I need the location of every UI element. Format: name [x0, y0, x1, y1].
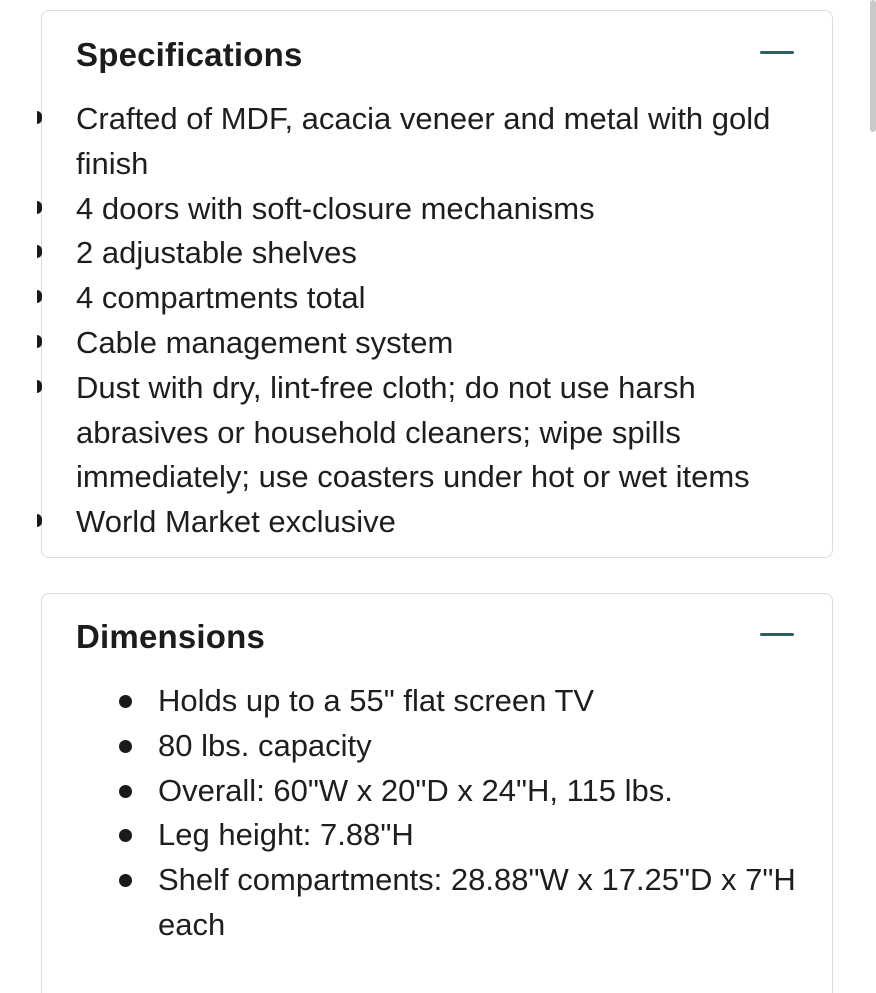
list-item — [76, 231, 812, 276]
list-item — [158, 858, 812, 948]
list-item-text: 80 lbs. capacity — [158, 727, 372, 763]
list-item — [76, 187, 812, 232]
list-item-text: 4 compartments total — [76, 280, 366, 316]
list-item — [76, 321, 812, 366]
list-item — [76, 276, 812, 321]
dimensions-title: Dimensions — [76, 618, 266, 655]
bullet-icon — [37, 111, 42, 124]
list-item — [76, 500, 812, 545]
list-item — [76, 366, 812, 500]
specifications-title: Specifications — [76, 36, 303, 73]
bullet-icon — [37, 335, 42, 348]
list-item-text: 2 adjustable shelves — [76, 235, 357, 271]
dimensions-list — [158, 679, 812, 948]
bullet-icon — [119, 740, 132, 753]
bullet-icon — [119, 874, 132, 887]
specifications-section — [41, 10, 833, 558]
minus-icon — [760, 51, 794, 54]
collapse-specifications-button[interactable] — [760, 42, 794, 62]
list-item-text: Shelf compartments: 28.88"W x 17.25"D x 7"H each — [158, 862, 796, 942]
specifications-list — [76, 97, 812, 545]
dimensions-section — [41, 593, 833, 993]
list-item — [158, 679, 812, 724]
list-item-text: Overall: 60"W x 20"D x 24"H, 115 lbs. — [158, 772, 673, 808]
list-item — [158, 724, 812, 769]
list-item-text: World Market exclusive — [76, 504, 396, 540]
bullet-icon — [37, 380, 42, 393]
bullet-icon — [37, 245, 42, 258]
bullet-icon — [119, 829, 132, 842]
list-item — [76, 97, 812, 187]
list-item — [158, 813, 812, 858]
minus-icon — [760, 633, 794, 636]
list-item-text: Dust with dry, lint-free cloth; do not use harsh abrasives or household cleaners; wipe spills immediately; use coasters under hot or wet items — [76, 369, 750, 495]
bullet-icon — [119, 695, 132, 708]
list-item-text: 4 doors with soft-closure mechanisms — [76, 190, 595, 226]
list-item-text: Cable management system — [76, 324, 454, 360]
list-item-text: Holds up to a 55" flat screen TV — [158, 683, 595, 718]
list-item-text: Crafted of MDF, acacia veneer and metal with gold finish — [76, 101, 771, 181]
list-item-text: Leg height: 7.88"H — [158, 817, 414, 853]
collapse-dimensions-button[interactable] — [760, 624, 794, 644]
bullet-icon — [37, 201, 42, 214]
bullet-icon — [37, 514, 42, 527]
bullet-icon — [119, 785, 132, 798]
scrollbar[interactable] — [870, 0, 876, 132]
bullet-icon — [37, 290, 42, 303]
list-item — [158, 769, 812, 814]
